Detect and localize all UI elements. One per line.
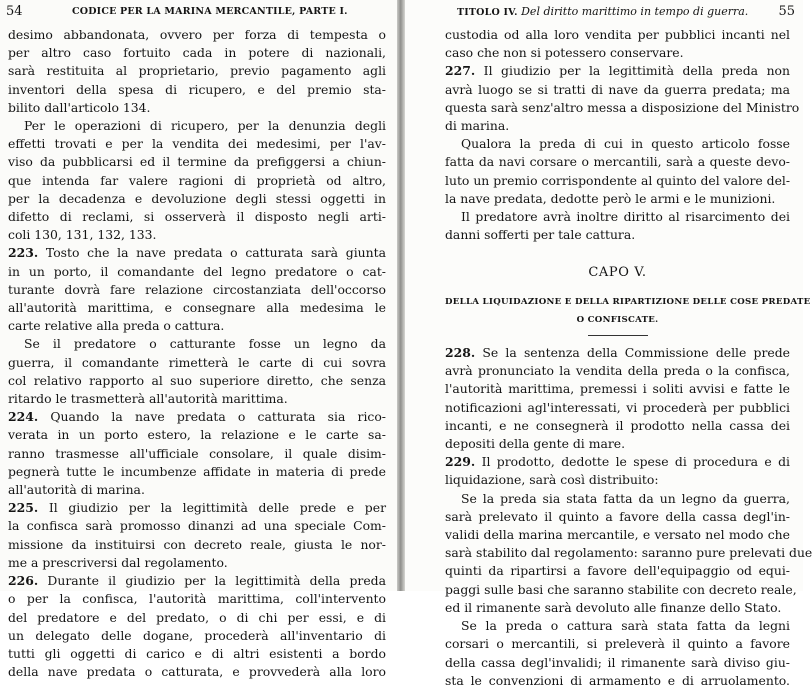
rightTop-text-line: caso che non si potessero conservare. — [445, 45, 684, 61]
rightTop-text-line: fatta da navi corsare o mercantili, sarà a queste devo- — [445, 154, 790, 170]
rightBottom-text-line: 229. Il prodotto, dedotte le spese di procedura e di — [445, 454, 790, 470]
rightTop-text-line: custodia od alla loro vendita per pubblici incanti nel — [445, 27, 790, 42]
left-text-line: per altro caso fortuito cada in potere di nazionali, — [8, 45, 386, 61]
rightTop-text-line: la nave predata, dedotte però le armi e le munizioni. — [445, 190, 776, 206]
left-text-line: all'autorità di marina. — [8, 482, 145, 498]
left-text-line: ranno trasmesse all'ufficiale consolare, il quale disim- — [8, 445, 386, 461]
rightTop-text-line: avrà luogo se si tratti di nave da guerra predata; ma — [445, 81, 790, 97]
rightBottom-text-line: liquidazione, sarà così distribuito: — [445, 472, 659, 488]
right-page — [405, 0, 812, 688]
rightBottom-text-line: validi della marina mercantile, e versato nel modo che — [445, 527, 790, 543]
rightBottom-text-line: sarà prelevato il quinto a favore della cassa degl'in- — [445, 508, 790, 524]
rightBottom-text-line: incanti, e ne consegnerà il prodotto nella cassa dei — [445, 417, 790, 433]
left-text-line: carte relative alla preda o cattura. — [8, 318, 225, 334]
rightBottom-text-line: ed il rimanente sarà devoluto alle finanze dello Stato. — [445, 599, 782, 615]
left-text-line: all'autorità marittima, e consegnare alla medesima le — [8, 300, 386, 316]
left-text-line: missione da instituirsi con decreto reale, giusta le nor- — [8, 536, 386, 552]
chapter-rule — [588, 335, 648, 336]
rightBottom-text-line: corsari o mercantili, si preleverà il quinto a favore — [445, 636, 790, 652]
left-text-line: ritardo le trasmetterà all'autorità marittima. — [8, 391, 288, 407]
rightTop-text-line: Il predatore avrà inoltre diritto al risarcimento dei — [461, 209, 790, 225]
rightTop-text-line: di marina. — [445, 118, 510, 134]
left-text-line: in un porto, il comandante del legno predatore o cat- — [8, 263, 386, 279]
left-text-line: bilito dall'articolo 134. — [8, 99, 151, 115]
left-text-line: inventori della spesa di ricupero, e del premio sta- — [8, 81, 386, 97]
left-text-line: sarà restituita al proprietario, previo pagamento agli — [8, 63, 386, 79]
left-text-line: per la decadenza e devoluzione degli stessi oggetti in — [8, 190, 386, 206]
left-text-line: coli 130, 131, 132, 133. — [8, 227, 157, 243]
left-text-line: col relativo rapporto al suo superiore diretto, che senza — [8, 372, 386, 388]
left-text-line: un delegato delle dogane, procederà all'inventario di — [8, 627, 386, 643]
left-running-head — [6, 3, 386, 20]
right-text-column — [445, 26, 812, 690]
right-text-top — [445, 26, 800, 244]
rightBottom-text-line: sarà stabilito dal regolamento: saranno pure prelevati due — [445, 545, 812, 561]
chapter-title: CAPO V. — [588, 265, 647, 281]
right-running-title: Del diritto marittimo in tempo di guerra. — [521, 5, 749, 18]
rightTop-text-line: luto un premio corrispondente al quinto del valore del- — [445, 172, 791, 188]
left-text-line: 226. Durante il giudizio per la legittimità della preda — [8, 573, 386, 589]
left-text-column — [8, 26, 386, 681]
rightTop-text-line: 227. Il giudizio per la legittimità della preda non — [445, 63, 790, 79]
rightTop-text-line: questa sarà senz'altro messa a disposizione del Ministro — [445, 99, 800, 115]
left-text-line: 225. Il giudizio per la legittimità delle prede e per — [8, 500, 386, 516]
left-text-line: guerra, il comandante rimetterà le carte di cui sovra — [8, 354, 386, 370]
rightBottom-text-line: quinti da ripartirsi a favore dell'equipaggio od equi- — [445, 563, 790, 579]
left-text-line: tutti gli oggetti di carico e di altri esistenti a bordo — [8, 645, 386, 661]
left-text-line: 223. Tosto che la nave predata o catturata sarà giunta — [8, 245, 386, 261]
left-text-line: effetti trovati e per la vendita dei medesimi, per l'av- — [8, 136, 386, 152]
left-text-line: o per la confisca, l'autorità marittima, coll'intervento — [8, 591, 386, 607]
left-text-line: que intenda far valere ragioni di proprietà od altro, — [8, 172, 386, 188]
left-running-title: CODICE PER LA MARINA MERCANTILE, PARTE I. — [72, 6, 348, 17]
right-page-number: 55 — [778, 4, 795, 19]
rightBottom-text-line: l'autorità marittima, premessi i soliti avvisi e fatte le — [445, 381, 790, 397]
left-text-line: turante dovrà fare relazione circostanziata dell'occorso — [8, 281, 386, 297]
chapter-subtitle-1: DELLA LIQUIDAZIONE E DELLA RIPARTIZIONE DELLE COSE PREDATE — [445, 296, 811, 307]
rightBottom-text-line: della cassa degl'invalidi; il rimanente sarà diviso giu- — [445, 654, 790, 670]
left-text-line: del predatore e del predato, o di chi per essi, e di — [8, 609, 386, 625]
left-text-line: desimo abbandonata, ovvero per forza di tempesta o — [8, 27, 386, 42]
rightTop-text-line: danni sofferti per tale cattura. — [445, 227, 636, 243]
rightBottom-text-line: Se la preda o cattura sarà stata fatta da legni — [461, 618, 790, 634]
right-text-bottom — [445, 344, 812, 690]
rightBottom-text-line: paggi sulle basi che saranno stabilite con decreto reale, — [445, 581, 797, 597]
left-text-line: viso da pubblicarsi ed il termine da prefiggersi a chiun- — [8, 154, 386, 170]
left-text-line: Se il predatore o catturante fosse un legno da — [24, 336, 386, 352]
left-text-line: Per le operazioni di ricupero, per la denunzia degli — [24, 118, 386, 134]
rightBottom-text-line: avrà pronunciato la vendita della preda o la confisca, — [445, 363, 790, 379]
left-text-line: della nave predata o catturata, e provvederà alla loro — [8, 664, 386, 680]
rightBottom-text-line: Se la preda sia stata fatta da un legno da guerra, — [461, 490, 790, 506]
book-gutter — [397, 0, 405, 591]
rightTop-text-line: Qualora la preda di cui in questo articolo fosse — [461, 136, 790, 152]
left-text-line: difetto di reclami, si osserverà il disposto negli arti- — [8, 209, 386, 225]
left-page — [0, 0, 397, 680]
chapter-subtitle-2: O CONFISCATE. — [576, 314, 659, 325]
left-page-number: 54 — [6, 4, 23, 19]
right-running-head — [445, 3, 795, 20]
left-text-line: 224. Quando la nave predata o catturata sia rico- — [8, 409, 386, 425]
rightBottom-text-line: depositi della gente di mare. — [445, 436, 626, 452]
rightBottom-text-line: sta le convenzioni di armamento e di arruolamento. — [445, 672, 790, 688]
rightBottom-text-line: 228. Se la sentenza della Commissione delle prede — [445, 345, 790, 361]
left-text-line: la confisca sarà promosso dinanzi ad una speciale Com- — [8, 518, 386, 534]
rightBottom-text-line: notificazioni agl'interessati, vi procederà per pubblici — [445, 399, 790, 415]
left-text-line: pegnerà tutte le incumbenze affidate in materia di prede — [8, 463, 386, 479]
left-text-line: verata in un porto estero, la relazione e le carte sa- — [8, 427, 386, 443]
left-text-line: me a prescriversi dal regolamento. — [8, 554, 228, 570]
right-running-label: TITOLO IV. — [457, 7, 518, 18]
